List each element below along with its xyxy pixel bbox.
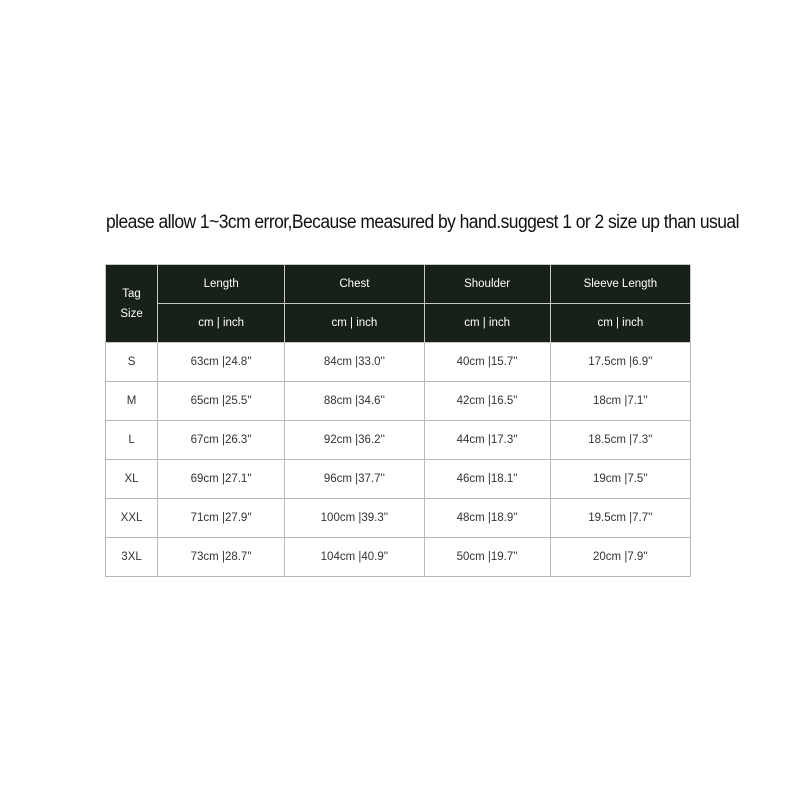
table-row — [106, 460, 691, 499]
length-cell: 67cm |26.3'' — [158, 421, 285, 460]
chest-cell: 84cm |33.0'' — [285, 343, 424, 382]
header-row-units — [106, 304, 691, 343]
shoulder-cell: 50cm |19.7'' — [424, 538, 550, 577]
header-row-titles — [106, 265, 691, 304]
tag-size-header — [106, 265, 158, 343]
size-cell: 3XL — [106, 538, 158, 577]
length-cell: 73cm |28.7'' — [158, 538, 285, 577]
shoulder-cell: 40cm |15.7'' — [424, 343, 550, 382]
sleeve-length-cell: 19.5cm |7.7'' — [550, 499, 690, 538]
table-header — [106, 265, 691, 343]
measurement-note: please allow 1~3cm error,Because measured by hand.suggest 1 or 2 size up than usual — [106, 212, 739, 233]
column-header-shoulder: Shoulder — [424, 265, 550, 304]
table-row — [106, 382, 691, 421]
chest-cell: 92cm |36.2'' — [285, 421, 424, 460]
shoulder-cell: 46cm |18.1'' — [424, 460, 550, 499]
unit-header-shoulder: cm | inch — [424, 304, 550, 343]
sleeve-length-cell: 19cm |7.5'' — [550, 460, 690, 499]
size-cell: XXL — [106, 499, 158, 538]
length-cell: 65cm |25.5'' — [158, 382, 285, 421]
table-body — [106, 343, 691, 577]
sleeve-length-cell: 20cm |7.9'' — [550, 538, 690, 577]
column-header-length: Length — [158, 265, 285, 304]
size-cell: XL — [106, 460, 158, 499]
length-cell: 69cm |27.1'' — [158, 460, 285, 499]
sleeve-length-cell: 17.5cm |6.9'' — [550, 343, 690, 382]
chest-cell: 88cm |34.6'' — [285, 382, 424, 421]
table-row — [106, 499, 691, 538]
unit-header-sleeve-length: cm | inch — [550, 304, 690, 343]
shoulder-cell: 44cm |17.3'' — [424, 421, 550, 460]
table-row — [106, 538, 691, 577]
length-cell: 63cm |24.8'' — [158, 343, 285, 382]
size-cell: M — [106, 382, 158, 421]
size-cell: S — [106, 343, 158, 382]
column-header-chest: Chest — [285, 265, 424, 304]
sleeve-length-cell: 18.5cm |7.3'' — [550, 421, 690, 460]
table-row — [106, 343, 691, 382]
size-cell: L — [106, 421, 158, 460]
chest-cell: 100cm |39.3'' — [285, 499, 424, 538]
size-label: Size — [120, 307, 143, 320]
shoulder-cell: 48cm |18.9'' — [424, 499, 550, 538]
tag-label: Tag — [122, 287, 141, 300]
unit-header-chest: cm | inch — [285, 304, 424, 343]
table-row — [106, 421, 691, 460]
size-chart-table — [105, 264, 691, 577]
sleeve-length-cell: 18cm |7.1'' — [550, 382, 690, 421]
unit-header-length: cm | inch — [158, 304, 285, 343]
column-header-sleeve-length: Sleeve Length — [550, 265, 690, 304]
length-cell: 71cm |27.9'' — [158, 499, 285, 538]
chest-cell: 104cm |40.9'' — [285, 538, 424, 577]
chest-cell: 96cm |37.7'' — [285, 460, 424, 499]
shoulder-cell: 42cm |16.5'' — [424, 382, 550, 421]
